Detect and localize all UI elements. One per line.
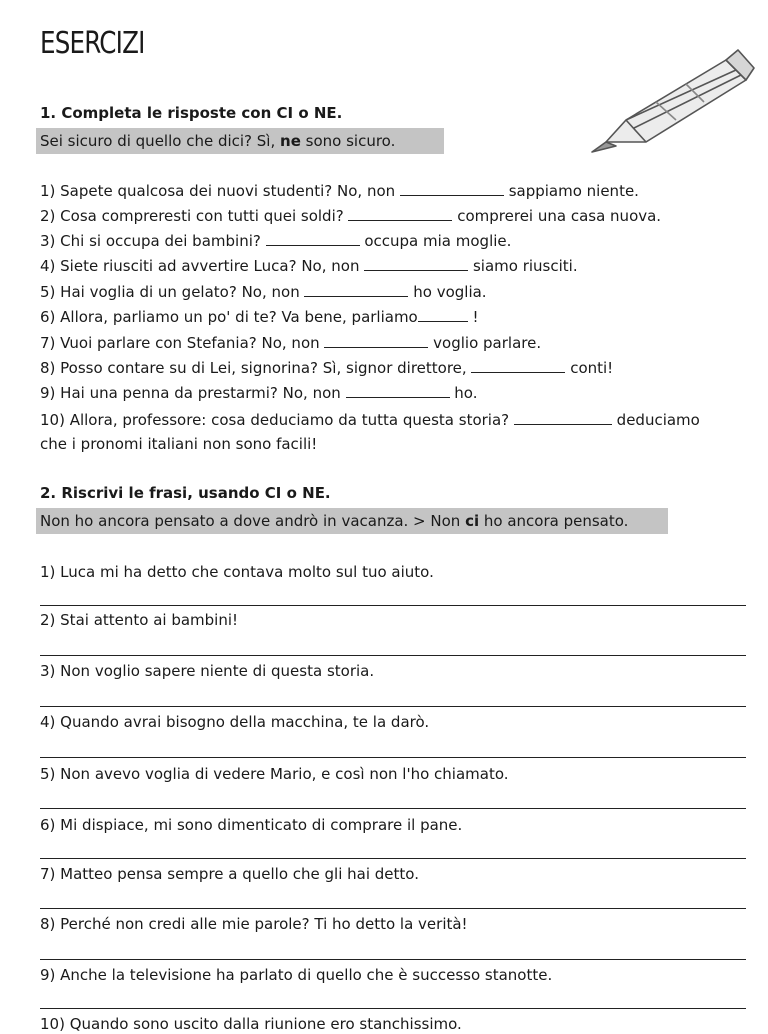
answer-blank[interactable] xyxy=(346,383,450,398)
exercise1-item-10-continuation: che i pronomi italiani non sono facili! xyxy=(40,435,318,453)
exercise1-item-2: 2) Cosa compreresti con tutti quei soldi? comprerei una casa nuova. xyxy=(40,207,662,225)
answer-blank[interactable] xyxy=(471,358,565,373)
example-keyword: ci xyxy=(465,512,480,530)
exercise2-example: Non ho ancora pensato a dove andrò in vacanza. > Non ci ho ancora pensato. xyxy=(36,508,668,534)
answer-blank[interactable] xyxy=(348,206,452,221)
exercise2-item-9: 9) Anche la televisione ha parlato di quello che è successo stanotte. xyxy=(40,966,553,984)
answer-line[interactable] xyxy=(40,858,746,859)
answer-blank[interactable] xyxy=(304,282,408,297)
exercise1-item-9: 9) Hai una penna da prestarmi? No, non ho. xyxy=(40,384,478,402)
exercise1-item-6: 6) Allora, parliamo un po' di te? Va bene, parliamo ! xyxy=(40,308,479,326)
pencil-icon xyxy=(586,42,756,157)
exercise2-item-4: 4) Quando avrai bisogno della macchina, te la darò. xyxy=(40,713,430,731)
answer-line[interactable] xyxy=(40,1008,746,1009)
exercise1-item-4: 4) Siete riusciti ad avvertire Luca? No, non siamo riusciti. xyxy=(40,257,578,275)
exercise2-item-7: 7) Matteo pensa sempre a quello che gli hai detto. xyxy=(40,865,419,883)
answer-blank[interactable] xyxy=(418,307,468,322)
exercise2-item-3: 3) Non voglio sapere niente di questa storia. xyxy=(40,662,375,680)
exercise1-item-3: 3) Chi si occupa dei bambini? occupa mia moglie. xyxy=(40,232,512,250)
exercise1-example: Sei sicuro di quello che dici? Sì, ne sono sicuro. xyxy=(36,128,444,154)
answer-line[interactable] xyxy=(40,959,746,960)
answer-line[interactable] xyxy=(40,757,746,758)
exercise2-item-2: 2) Stai attento ai bambini! xyxy=(40,611,239,629)
answer-line[interactable] xyxy=(40,706,746,707)
exercise1-item-10: 10) Allora, professore: cosa deduciamo da tutta questa storia? deduciamo xyxy=(40,411,700,429)
exercise2-item-5: 5) Non avevo voglia di vedere Mario, e così non l'ho chiamato. xyxy=(40,765,509,783)
example-keyword: ne xyxy=(280,132,301,150)
exercise1-item-5: 5) Hai voglia di un gelato? No, non ho voglia. xyxy=(40,283,487,301)
page-title: ESERCIZI xyxy=(40,26,145,61)
exercise2-item-8: 8) Perché non credi alle mie parole? Ti ho detto la verità! xyxy=(40,915,468,933)
answer-blank[interactable] xyxy=(266,231,360,246)
answer-line[interactable] xyxy=(40,908,746,909)
answer-line[interactable] xyxy=(40,655,746,656)
exercise1-heading: 1. Completa le risposte con CI o NE. xyxy=(40,104,343,122)
answer-blank[interactable] xyxy=(400,181,504,196)
exercise2-item-1: 1) Luca mi ha detto che contava molto sul tuo aiuto. xyxy=(40,563,434,581)
answer-line[interactable] xyxy=(40,808,746,809)
answer-blank[interactable] xyxy=(364,256,468,271)
exercise1-item-1: 1) Sapete qualcosa dei nuovi studenti? No, non sappiamo niente. xyxy=(40,182,639,200)
answer-blank[interactable] xyxy=(324,333,428,348)
exercise1-item-8: 8) Posso contare su di Lei, signorina? Sì, signor direttore, conti! xyxy=(40,359,614,377)
exercise2-item-10: 10) Quando sono uscito dalla riunione ero stanchissimo. xyxy=(40,1015,462,1033)
answer-blank[interactable] xyxy=(514,410,612,425)
answer-line[interactable] xyxy=(40,605,746,606)
exercise1-item-7: 7) Vuoi parlare con Stefania? No, non voglio parlare. xyxy=(40,334,542,352)
exercise2-item-6: 6) Mi dispiace, mi sono dimenticato di comprare il pane. xyxy=(40,816,463,834)
exercise2-heading: 2. Riscrivi le frasi, usando CI o NE. xyxy=(40,484,331,502)
